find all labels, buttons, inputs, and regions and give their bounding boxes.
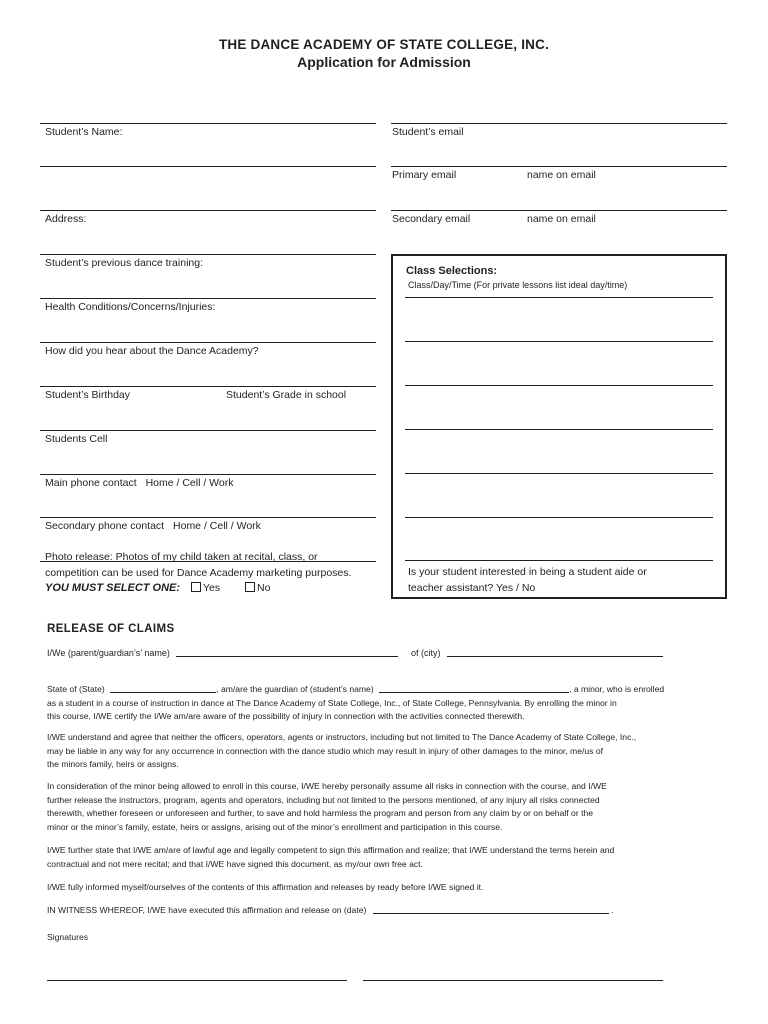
must-select-label: YOU MUST SELECT ONE: [45, 582, 181, 594]
witness-end: . [611, 905, 614, 915]
student-email-label: Student’s email [392, 126, 464, 138]
city-field[interactable] [447, 646, 663, 657]
class-line-6[interactable] [405, 517, 713, 518]
witness-text: IN WITNESS WHEREOF, I/WE have executed this affirmation and release on (date) [47, 905, 367, 915]
minor-enrolled-text: , a minor, who is enrolled [569, 684, 665, 694]
p1-line3: this course, I/WE certify the I/We am/are aware of the possibility of injury in connection with the activities connected therewith. [47, 711, 525, 722]
release-heading: RELEASE OF CLAIMS [47, 623, 175, 635]
class-line-4[interactable] [405, 429, 713, 430]
p2-line1: I/WE understand and agree that neither the officers, operators, agents or instructors, including but not limited to The Dance Academy of State College, Inc., [47, 732, 637, 742]
student-aide-question-line1: Is your student interested in being a student aide or [408, 566, 647, 578]
student-email-top-line [391, 123, 727, 124]
p3-line3: therewith, whether foreseen or unforeseen and further, to save and hold harmless the program and person from any claim by or on behalf or the [47, 808, 594, 819]
student-aide-question-line2[interactable]: teacher assistant? Yes / No [408, 582, 536, 594]
release-paragraph-2 [47, 731, 727, 772]
student-name-field[interactable] [40, 166, 376, 167]
heard-about-field[interactable] [40, 386, 376, 387]
no-option[interactable] [245, 582, 270, 594]
cell-label: Students Cell [45, 433, 108, 445]
photo-release-line2: competition can be used for Dance Academy marketing purposes. [45, 567, 352, 579]
signature-line-1[interactable] [47, 980, 347, 981]
signatures-label: Signatures [47, 932, 89, 942]
health-field[interactable] [40, 342, 376, 343]
secondary-phone-text: Secondary phone contact [45, 520, 165, 532]
secondary-email-label: Secondary email [392, 213, 471, 225]
previous-training-label: Student’s previous dance training: [45, 257, 203, 269]
state-field[interactable] [110, 682, 216, 693]
main-phone-text: Main phone contact [45, 477, 137, 489]
secondary-name-label: name on email [527, 213, 596, 225]
student-email-field[interactable] [391, 166, 727, 167]
student-name-label: Student’s Name: [45, 126, 123, 138]
p2-line2: may be liable in any way for any occurrence in connection with the dance studio which may result in injury of other damages to the minor, me/us of [47, 745, 604, 756]
yes-checkbox[interactable] [191, 582, 201, 592]
birthday-label: Student’s Birthday [45, 389, 131, 401]
guardian-label: , am/are the guardian of (student’s name) [216, 684, 374, 694]
cell-field[interactable] [40, 474, 376, 475]
release-paragraph-3 [47, 780, 727, 834]
main-phone-label [45, 477, 234, 490]
class-line-3[interactable] [405, 385, 713, 386]
class-line-7[interactable] [405, 560, 713, 561]
witness-row [47, 903, 727, 918]
health-label: Health Conditions/Concerns/Injuries: [45, 301, 216, 313]
grade-label: Student’s Grade in school [226, 389, 347, 401]
class-selections-subtitle: Class/Day/Time (For private lessons list ideal day/time) [408, 280, 628, 290]
class-selections-title: Class Selections: [406, 265, 498, 277]
release-paragraph-1 [47, 682, 727, 724]
main-phone-field[interactable] [40, 517, 376, 518]
previous-training-field[interactable] [40, 298, 376, 299]
p4-line1: I/WE further state that I/WE am/are of lawful age and legally competent to sign this affirmation and realize; that I/WE understand the terms herein and [47, 845, 615, 855]
heard-about-label: How did you hear about the Dance Academy? [45, 345, 259, 357]
yes-label: Yes [202, 582, 221, 594]
p3-line4: minor or the minor’s family, estate, heirs or assigns, arising out of the minor’s enrollment and participation in this course. [47, 821, 503, 832]
must-select-row [45, 582, 270, 595]
primary-name-label: name on email [527, 169, 596, 181]
class-line-5[interactable] [405, 473, 713, 474]
no-checkbox[interactable] [245, 582, 255, 592]
no-label: No [257, 582, 271, 594]
p1-line1 [47, 682, 727, 697]
class-line-2[interactable] [405, 341, 713, 342]
form-subtitle: Application for Admission [297, 54, 471, 70]
address-top-line [40, 210, 376, 211]
p3-line2: further release the instructors, program, agents and operators, including but not limited to the persons mentioned, of any injury all risks connected [47, 794, 600, 805]
address-field[interactable] [40, 254, 376, 255]
main-phone-options[interactable]: Home / Cell / Work [145, 477, 234, 489]
state-label: State of (State) [47, 684, 105, 694]
p1-line2: as a student in a course of instruction in dance at The Dance Academy of State College, Inc., of State College, Pennsylvania. By enrolling the minor in [47, 697, 617, 708]
city-label: of (city) [410, 648, 441, 658]
signature-line-2[interactable] [363, 980, 663, 981]
class-line-1[interactable] [405, 297, 713, 298]
p3-line1: In consideration of the minor being allowed to enroll in this course, I/WE hereby personally assume all risks in connection with the course, and I/WE [47, 781, 607, 791]
student-name-release-field[interactable] [379, 682, 569, 693]
photo-release-line1: Photo release: Photos of my child taken at recital, class, or [45, 551, 318, 563]
form-title: THE DANCE ACADEMY OF STATE COLLEGE, INC. [218, 37, 549, 52]
secondary-phone-options[interactable]: Home / Cell / Work [173, 520, 261, 532]
p4-line2: contractual and not mere recital; and that I/WE have signed this document, as my/our own free act. [47, 858, 423, 869]
release-paragraph-4 [47, 844, 727, 871]
release-paragraph-5: I/WE fully informed myself/ourselves of the contents of this affirmation and releases by ready before I/WE signed it. [47, 882, 484, 892]
primary-email-label: Primary email [392, 169, 457, 181]
student-name-top-line [40, 123, 376, 124]
parent-label: I/We (parent/guardian’s’ name) [47, 648, 170, 658]
primary-email-field[interactable] [391, 210, 727, 211]
date-field[interactable] [373, 903, 609, 914]
secondary-phone-label [45, 520, 261, 533]
parent-name-field[interactable] [176, 646, 398, 657]
address-label: Address: [45, 213, 87, 225]
class-selections-box [391, 254, 727, 599]
parent-city-row [47, 646, 727, 661]
p2-line3: the minors family, heirs or assigns. [47, 759, 179, 770]
birthday-grade-field[interactable] [40, 430, 376, 431]
yes-option[interactable] [191, 582, 220, 594]
